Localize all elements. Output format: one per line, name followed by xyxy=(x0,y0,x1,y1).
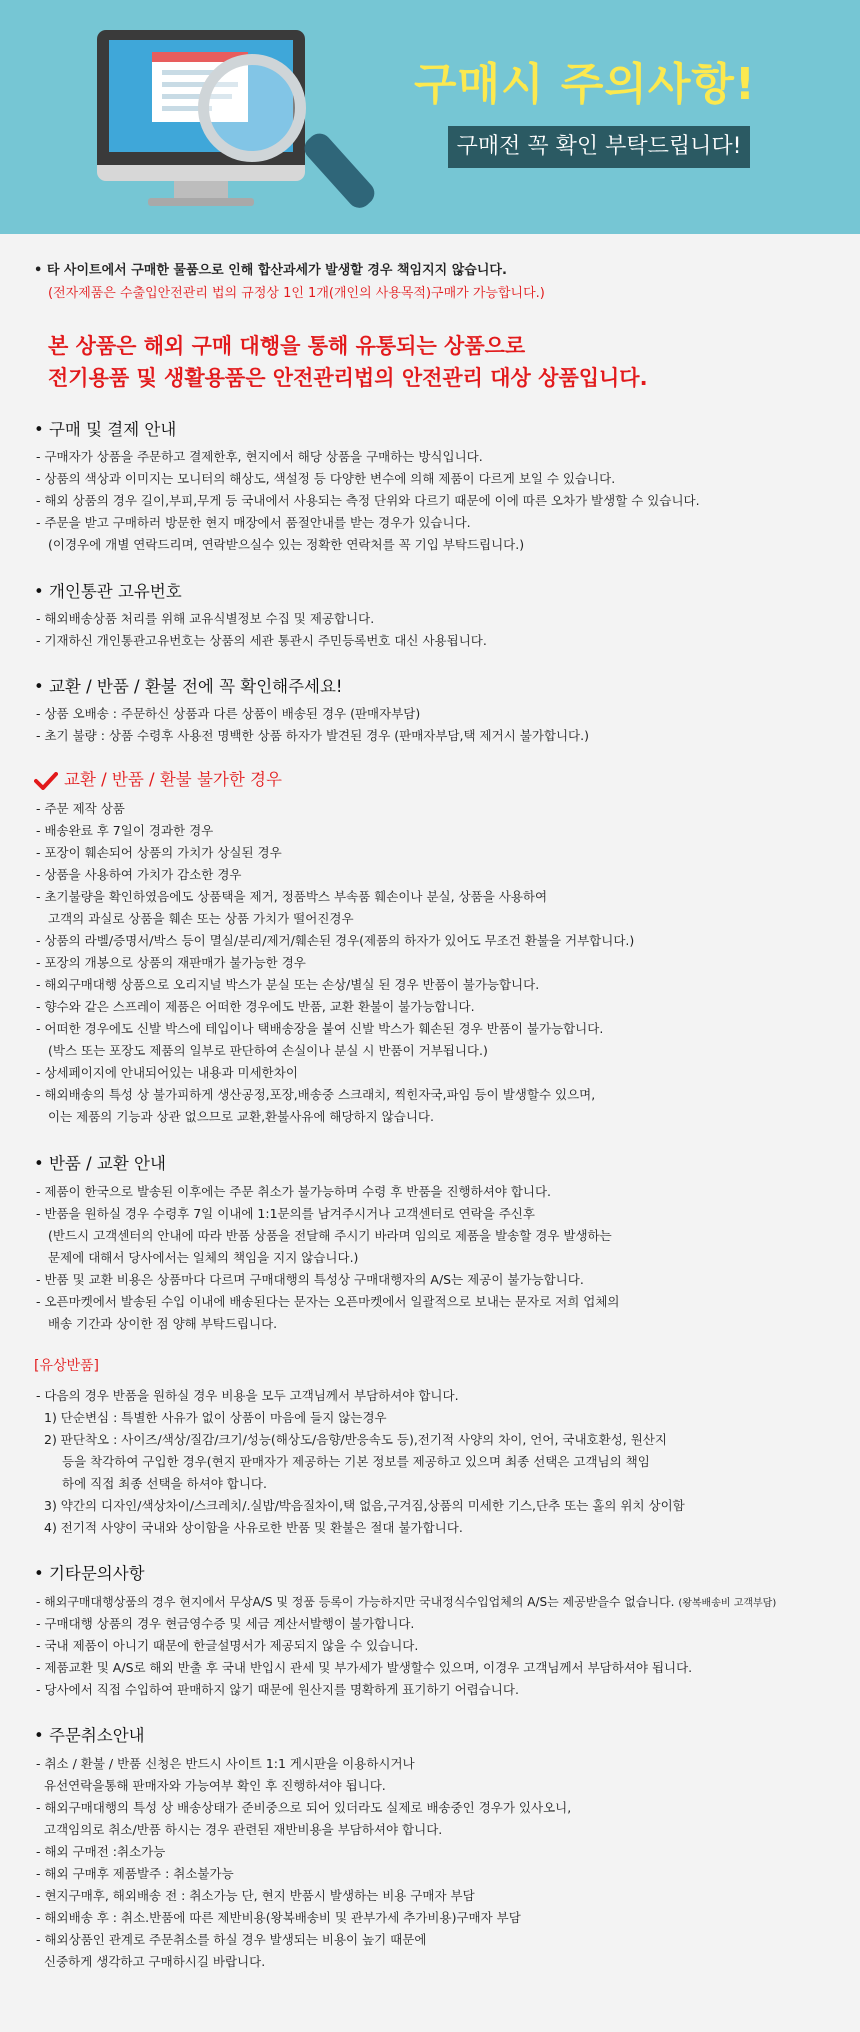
monitor-base xyxy=(97,165,305,181)
list-item: - 해외배송의 특성 상 불가피하게 생산공정,포장,배송중 스크래치, 찍힌자국,파임 등이 발생할수 있으며, xyxy=(36,1087,596,1102)
section-heading-cancel: • 주문취소안내 xyxy=(34,1726,145,1745)
section-heading-not-allowed: 교환 / 반품 / 환불 불가한 경우 xyxy=(64,770,282,789)
list-item: - 해외 상품의 경우 길이,부피,무게 등 국내에서 사용되는 측정 단위와 다르기 때문에 이에 따른 오차가 발생할 수 있습니다. xyxy=(36,493,700,508)
header-banner xyxy=(0,0,860,234)
section-heading-purchase: • 구매 및 결제 안내 xyxy=(34,420,177,439)
list-item: 유선연락을통해 판매자와 가능여부 확인 후 진행하셔야 됩니다. xyxy=(44,1778,386,1793)
list-item xyxy=(36,1594,776,1612)
section-heading-return-guide: • 반품 / 교환 안내 xyxy=(34,1154,166,1173)
list-item: - 구매대행 상품의 경우 현금영수증 및 세금 계산서발행이 불가합니다. xyxy=(36,1616,415,1631)
notice-line: • 타 사이트에서 구매한 물품으로 인해 합산과세가 발생할 경우 책임지지 않습니다. xyxy=(34,263,507,278)
list-item: - 향수와 같은 스프레이 제품은 어떠한 경우에도 반품, 교환 환불이 불가능합니다. xyxy=(36,999,475,1014)
list-item: - 해외구매대행의 특성 상 배송상태가 준비중으로 되어 있더라도 실제로 배송중인 경우가 있사오니, xyxy=(36,1800,572,1815)
list-item: - 오픈마켓에서 발송된 수입 이내에 배송된다는 문자는 오픈마켓에서 일괄적으로 보내는 문자로 저희 업체의 xyxy=(36,1294,620,1309)
monitor-stand-foot xyxy=(148,198,254,206)
list-item: - 다음의 경우 반품을 원하실 경우 비용을 모두 고객님께서 부담하셔야 합니다. xyxy=(36,1388,459,1403)
list-item: - 해외 구매전 :취소가능 xyxy=(36,1844,166,1859)
notice-red-line: (전자제품은 수출입안전관리 법의 규정상 1인 1개(개인의 사용목적)구매가 가능합니다.) xyxy=(48,286,545,301)
list-item: - 해외배송 후 : 취소.반품에 따른 제반비용(왕복배송비 및 관부가세 추가비용)구매자 부담 xyxy=(36,1910,521,1925)
notice-headline-1: 본 상품은 해외 구매 대행을 통해 유통되는 상품으로 xyxy=(48,334,526,358)
magnifier-icon xyxy=(198,54,306,162)
section-heading-other: • 기타문의사항 xyxy=(34,1564,145,1583)
list-item: - 제품교환 및 A/S로 해외 반출 후 국내 반입시 관세 및 부가세가 발생할수 있으며, 이경우 고객님께서 부담하셔야 됩니다. xyxy=(36,1660,693,1675)
list-item: - 해외구매대행 상품으로 오리지널 박스가 분실 또는 손상/별실 된 경우 반품이 불가능합니다. xyxy=(36,977,540,992)
list-item: 4) 전기적 사양이 국내와 상이함을 사유로한 반품 및 환불은 절대 불가합니다. xyxy=(44,1520,463,1535)
list-item: 고객임의로 취소/반품 하시는 경우 관련된 재반비용을 부담하셔야 합니다. xyxy=(44,1822,443,1837)
list-item: - 해외상품인 관계로 주문취소를 하실 경우 발생되는 비용이 높기 때문에 xyxy=(36,1932,427,1947)
list-item: - 해외배송상품 처리를 위해 교유식별정보 수집 및 제공합니다. xyxy=(36,611,375,626)
list-item: - 포장의 개봉으로 상품의 재판매가 불가능한 경우 xyxy=(36,955,306,970)
section-heading-paid-return: [유상반품] xyxy=(34,1358,100,1374)
list-item: - 상품 오배송 : 주문하신 상품과 다른 상품이 배송된 경우 (판매자부담) xyxy=(36,706,421,721)
list-item-text: - 해외구매대행상품의 경우 현지에서 무상A/S 및 정품 등록이 가능하지만 국내정식수입업체의 A/S는 제공받을수 없습니다. xyxy=(36,1595,675,1609)
list-item: - 해외 구매후 제품발주 : 취소불가능 xyxy=(36,1866,234,1881)
list-item-note: (왕복배송비 고객부담) xyxy=(678,1598,777,1609)
list-item: (반드시 고객센터의 안내에 따라 반품 상품을 전달해 주시기 바라며 임의로 제품을 발송할 경우 발생하는 xyxy=(48,1228,612,1243)
list-item: 배송 기간과 상이한 점 양해 부탁드립니다. xyxy=(48,1316,278,1331)
list-item: - 상품을 사용하여 가치가 감소한 경우 xyxy=(36,867,242,882)
list-item: 2) 판단착오 : 사이즈/색상/질감/크기/성능(해상도/음향/반응속도 등),전기적 사양의 차이, 언어, 국내호환성, 원산지 xyxy=(44,1432,667,1447)
list-item: - 상세페이지에 안내되어있는 내용과 미세한차이 xyxy=(36,1065,298,1080)
list-item: - 초기불량을 확인하였음에도 상품택을 제거, 정품박스 부속품 훼손이나 분실, 상품을 사용하여 xyxy=(36,889,548,904)
list-item: - 배송완료 후 7일이 경과한 경우 xyxy=(36,823,214,838)
page-subtitle: 구매전 꼭 확인 부탁드립니다! xyxy=(448,126,750,168)
list-item: - 현지구매후, 해외배송 전 : 취소가능 단, 현지 반품시 발생하는 비용 구매자 부담 xyxy=(36,1888,475,1903)
list-item: - 제품이 한국으로 발송된 이후에는 주문 취소가 불가능하며 수령 후 반품을 진행하셔야 합니다. xyxy=(36,1184,552,1199)
list-item: - 당사에서 직접 수입하여 판매하지 않기 때문에 원산지를 명확하게 표기하기 어렵습니다. xyxy=(36,1682,519,1697)
list-item: 등을 착각하여 구입한 경우(현지 판매자가 제공하는 기본 정보를 제공하고 있으며 최종 선택은 고객님의 책임 xyxy=(62,1454,650,1469)
list-item: 3) 약간의 디자인/색상차이/스크레치/.실밥/박음질차이,택 없음,구겨짐,상품의 미세한 기스,단추 또는 홀의 위치 상이함 xyxy=(44,1498,685,1513)
section-heading-customs: • 개인통관 고유번호 xyxy=(34,582,182,601)
list-item: 이는 제품의 기능과 상관 없으므로 교환,환불사유에 해당하지 않습니다. xyxy=(48,1109,434,1124)
section-heading-exchange-check: • 교환 / 반품 / 환불 전에 꼭 확인해주세요! xyxy=(34,677,343,696)
list-item: - 주문 제작 상품 xyxy=(36,801,125,816)
notice-headline-2: 전기용품 및 생활용품은 안전관리법의 안전관리 대상 상품입니다. xyxy=(48,366,648,390)
list-item: (박스 또는 포장도 제품의 일부로 판단하여 손실이나 분실 시 반품이 거부됩니다.) xyxy=(48,1043,488,1058)
list-item: - 국내 제품이 아니기 때문에 한글설명서가 제공되지 않을 수 있습니다. xyxy=(36,1638,419,1653)
list-item: - 초기 불량 : 상품 수령후 사용전 명백한 상품 하자가 발견된 경우 (판매자부담,택 제거시 불가합니다.) xyxy=(36,728,589,743)
list-item: 1) 단순변심 : 특별한 사유가 없이 상품이 마음에 들지 않는경우 xyxy=(44,1410,387,1425)
list-item: - 상품의 색상과 이미지는 모니터의 해상도, 색설정 등 다양한 변수에 의해 제품이 다르게 보일 수 있습니다. xyxy=(36,471,616,486)
list-item: - 구매자가 상품을 주문하고 결제한후, 현지에서 해당 상품을 구매하는 방식입니다. xyxy=(36,449,483,464)
list-item: - 포장이 훼손되어 상품의 가치가 상실된 경우 xyxy=(36,845,282,860)
list-item: 하에 직접 최종 선택을 하셔야 합니다. xyxy=(62,1476,267,1491)
list-item: - 취소 / 환불 / 반품 신청은 반드시 사이트 1:1 게시판을 이용하시거나 xyxy=(36,1756,415,1771)
list-item: - 반품 및 교환 비용은 상품마다 다르며 구매대행의 특성상 구매대행자의 A/S는 제공이 불가능합니다. xyxy=(36,1272,584,1287)
list-item: - 기재하신 개인통관고유번호는 상품의 세관 통관시 주민등록번호 대신 사용됩니다. xyxy=(36,633,487,648)
list-item: 문제에 대해서 당사에서는 일체의 책임을 지지 않습니다.) xyxy=(48,1250,359,1265)
list-item: - 상품의 라벨/증명서/박스 등이 멸실/분리/제거/훼손된 경우(제품의 하자가 있어도 무조건 환불을 거부합니다.) xyxy=(36,933,635,948)
list-item: (이경우에 개별 연락드리며, 연락받으실수 있는 정확한 연락처를 꼭 기입 부탁드립니다.) xyxy=(48,537,525,552)
list-item: 고객의 과실로 상품을 훼손 또는 상품 가치가 떨어진경우 xyxy=(48,911,354,926)
list-item: 신중하게 생각하고 구매하시길 바랍니다. xyxy=(44,1954,266,1969)
list-item: - 주문을 받고 구매하러 방문한 현지 매장에서 품절안내를 받는 경우가 있습니다. xyxy=(36,515,471,530)
list-item: - 어떠한 경우에도 신발 박스에 테입이나 택배송장을 붙여 신발 박스가 훼손된 경우 반품이 불가능합니다. xyxy=(36,1021,604,1036)
list-item: - 반품을 원하실 경우 수령후 7일 이내에 1:1문의를 남겨주시거나 고객센터로 연락을 주신후 xyxy=(36,1206,535,1221)
check-icon xyxy=(34,772,58,790)
page-title: 구매시 주의사항! xyxy=(414,59,756,110)
magnifier-handle xyxy=(300,129,380,213)
